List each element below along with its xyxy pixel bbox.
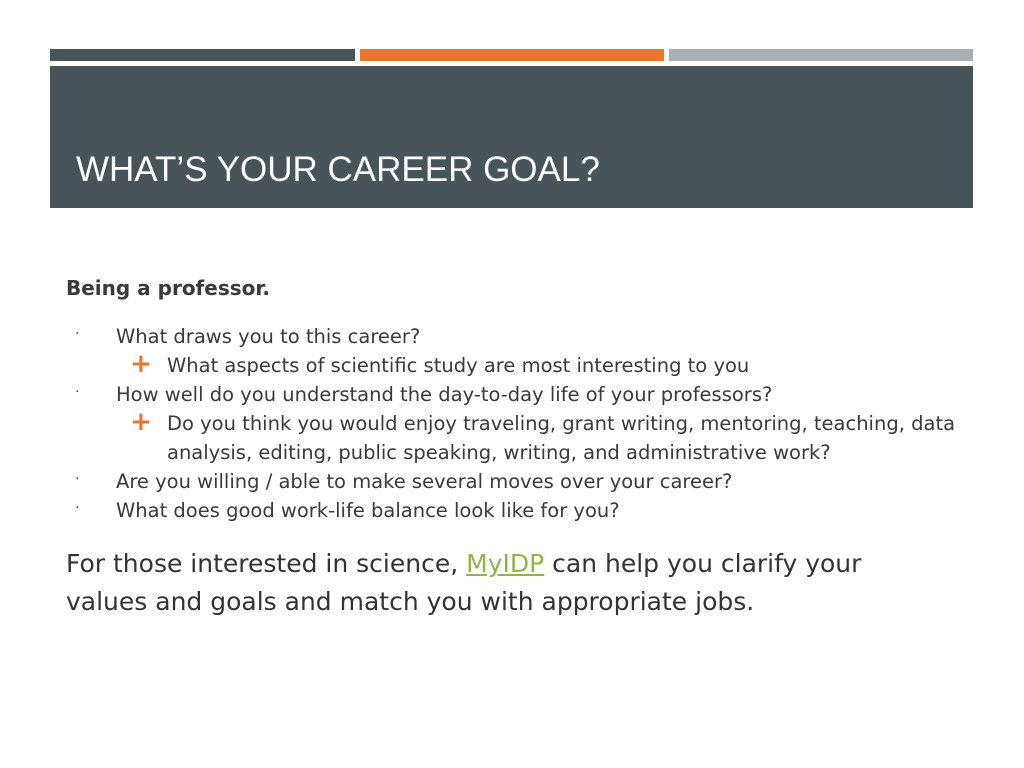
bullet-text: Are you willing / able to make several moves over your career? (116, 470, 733, 493)
slide-title: WHAT’S YOUR CAREER GOAL? (76, 150, 600, 189)
accent-bar-gray (669, 49, 973, 61)
accent-bar-dark (50, 49, 355, 61)
title-band (50, 66, 973, 208)
bullet-item (66, 322, 966, 351)
bullet-item (66, 467, 966, 496)
bullet-item (66, 380, 966, 409)
bullet-dot-icon: · (75, 500, 80, 516)
bullet-text: How well do you understand the day-to-day life of your professors? (116, 383, 773, 406)
plus-icon: + (130, 349, 152, 379)
accent-bar-orange (360, 49, 664, 61)
bullet-text: What draws you to this career? (116, 325, 421, 348)
bullet-item (66, 496, 966, 525)
bullet-list (66, 322, 966, 525)
bullet-text: What does good work-life balance look like for you? (116, 499, 620, 522)
closing-text-after: can help you clarify your values and goals and match you with appropriate jobs. (66, 549, 862, 616)
plus-icon: + (130, 407, 152, 437)
sub-bullet-item (66, 351, 966, 380)
bullet-dot-icon: · (75, 471, 80, 487)
bullet-dot-icon: · (75, 326, 80, 342)
closing-text-before: For those interested in science, (66, 549, 467, 578)
myidp-link[interactable]: MyIDP (466, 549, 545, 578)
accent-bars (50, 49, 973, 61)
sub-bullet-text: Do you think you would enjoy traveling, grant writing, mentoring, teaching, data analysis, editing, public speaking, writing, and administrative work? (167, 412, 956, 464)
closing-paragraph (66, 545, 946, 621)
slide-content (66, 274, 966, 621)
bullet-dot-icon: · (75, 384, 80, 400)
subheading: Being a professor. (66, 276, 270, 300)
sub-bullet-text: What aspects of scientific study are most interesting to you (167, 354, 750, 377)
sub-bullet-item (66, 409, 966, 467)
